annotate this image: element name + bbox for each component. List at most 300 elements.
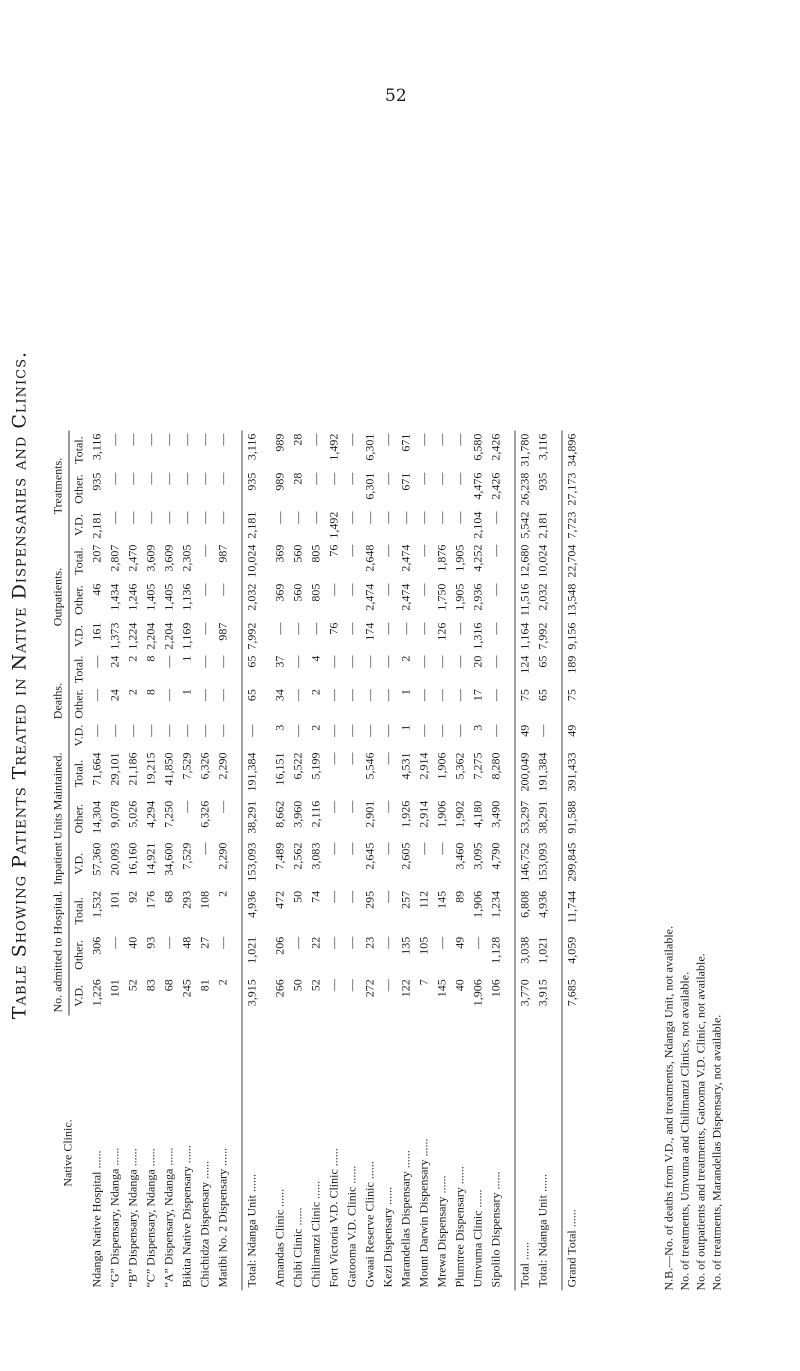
group-header-inpatient: Inpatient Units Maintained. — [49, 750, 70, 888]
table-cell: — — [380, 689, 394, 702]
table-cell: 2,936 — [470, 583, 484, 611]
table-cell: 1 — [179, 689, 193, 696]
table-cell: 24 — [107, 655, 121, 668]
table-cell: — — [344, 472, 358, 485]
table-cell: 1,405 — [161, 583, 175, 611]
clinic-name: Amandas Clinic ...... — [272, 1188, 286, 1288]
table-cell: 4,531 — [398, 752, 412, 780]
table-cell: 11,744 — [562, 888, 581, 934]
table-cell: 987 — [215, 622, 229, 641]
table-cell: 7 — [416, 979, 430, 986]
table-cell: 4,180 — [470, 800, 484, 828]
table-cell: — — [161, 936, 175, 949]
table-cell: — — [197, 433, 211, 446]
table-cell: 935 — [535, 472, 549, 491]
table-cell: 6,326 — [197, 752, 211, 780]
clinic-name: “G” Dispensary, Ndanga ...... — [107, 1147, 121, 1288]
table-cell: 19,215 — [143, 752, 157, 786]
table-cell: 145 — [434, 979, 448, 998]
table-cell: 12,680 — [515, 542, 534, 581]
table-cell: 2 — [125, 655, 139, 662]
table-row — [271, 431, 289, 1291]
table-cell: — — [143, 433, 157, 446]
clinic-name: Total: Ndanga Unit ...... — [535, 1174, 549, 1288]
table-cell: — — [179, 800, 193, 813]
table-cell: — — [179, 724, 193, 737]
table-cell: — — [380, 511, 394, 524]
table-cell: — — [398, 622, 412, 635]
footnote: N.B.—No. of deaths from V.D., and treatments, Ndanga Unit, not available. — [661, 926, 676, 1291]
table-cell: 391,433 — [562, 750, 581, 798]
table-cell: — — [326, 752, 340, 765]
column-header: Other. — [71, 585, 85, 615]
table-cell: 50 — [290, 890, 304, 903]
table-cell: 3,038 — [515, 934, 534, 976]
table-cell: 101 — [107, 979, 121, 998]
table-cell: 27 — [197, 936, 211, 949]
table-cell: — — [215, 724, 229, 737]
table-cell: 2,204 — [143, 622, 157, 650]
table-cell: — — [197, 689, 211, 702]
column-header: Total. — [71, 655, 85, 684]
table-cell: 3,915 — [535, 979, 549, 1007]
table-cell: — — [215, 511, 229, 524]
clinic-name: “C” Dispensary, Ndanga ...... — [143, 1148, 157, 1288]
table-cell: 29,101 — [107, 752, 121, 786]
table-cell: 1,876 — [434, 544, 448, 572]
table-cell: — — [143, 511, 157, 524]
table-cell: 935 — [242, 470, 261, 509]
table-cell: 8 — [143, 689, 157, 696]
table-cell: 9,156 — [562, 620, 581, 653]
table-cell: 89 — [452, 890, 466, 903]
clinic-name: “A” Dispensary, Ndanga ...... — [161, 1147, 175, 1288]
table-cell: 4,790 — [488, 842, 502, 870]
table-cell: — — [434, 936, 448, 949]
table-cell: 6,522 — [290, 752, 304, 780]
table-row — [289, 431, 307, 1291]
table-cell: 2 — [308, 724, 322, 731]
table-cell: 27,173 — [562, 470, 581, 509]
clinic-name: Umvuma Clinic ...... — [470, 1189, 484, 1288]
table-cell: — — [197, 724, 211, 737]
table-cell: — — [125, 511, 139, 524]
table-cell: 1 — [398, 724, 412, 731]
clinic-name: Gwaai Reserve Clinic ...... — [362, 1161, 376, 1288]
table-row — [361, 431, 379, 1291]
grand-total-row — [562, 431, 581, 1291]
column-header: Total. — [71, 547, 85, 575]
table-cell: 2 — [398, 655, 412, 662]
table-cell: 14,921 — [143, 842, 157, 876]
table-cell: 28 — [290, 472, 304, 485]
table-cell: — — [242, 722, 261, 750]
table-cell: — — [179, 472, 193, 485]
table-cell: 126 — [434, 622, 448, 641]
table-cell: — — [89, 655, 103, 668]
table-cell: 153,093 — [242, 840, 261, 888]
table-cell: 306 — [89, 936, 103, 955]
table-cell: 65 — [535, 655, 549, 668]
table-cell: 108 — [197, 890, 211, 909]
column-header: V.D. — [71, 514, 85, 536]
dispensary-table — [49, 431, 581, 1291]
table-body — [88, 431, 581, 1291]
table-cell: 2,807 — [107, 544, 121, 572]
table-cell: 76 — [326, 622, 340, 635]
table-cell: 1,492 — [326, 511, 340, 539]
table-cell: 2,290 — [215, 752, 229, 780]
table-cell: 8,280 — [488, 752, 502, 780]
table-cell: 8,662 — [272, 800, 286, 828]
table-cell: — — [344, 752, 358, 765]
table-cell: 1,128 — [488, 936, 502, 964]
table-cell: 106 — [488, 979, 502, 998]
table-cell: — — [197, 622, 211, 635]
table-cell: — — [125, 433, 139, 446]
table-cell: 5,362 — [452, 752, 466, 780]
table-cell: 6,580 — [470, 433, 484, 461]
table-cell: — — [488, 622, 502, 635]
table-cell: — — [452, 689, 466, 702]
table-cell: — — [416, 724, 430, 737]
column-header: Total. — [71, 436, 85, 464]
table-cell: — — [362, 724, 376, 737]
table-cell: — — [362, 689, 376, 702]
table-cell: — — [344, 655, 358, 668]
table-cell: — — [362, 655, 376, 668]
table-cell: — — [452, 511, 466, 524]
table-cell: — — [344, 724, 358, 737]
table-cell: 14,304 — [89, 800, 103, 834]
table-cell: 3 — [272, 724, 286, 731]
table-cell: — — [416, 433, 430, 446]
table-cell: 38,291 — [242, 798, 261, 840]
table-row — [397, 431, 415, 1291]
table-cell: 71,664 — [89, 752, 103, 786]
table-cell: — — [380, 622, 394, 635]
table-cell: — — [215, 689, 229, 702]
column-header: Total. — [71, 897, 85, 925]
table-cell: 7,275 — [470, 752, 484, 780]
clinic-name: Kezi Dispensary ...... — [380, 1186, 394, 1288]
table-cell: — — [107, 936, 121, 949]
table-cell: 3,083 — [308, 842, 322, 870]
rotated-table-page — [1, 0, 800, 1371]
table-cell: — — [452, 622, 466, 635]
table-row — [178, 431, 196, 1291]
table-cell: — — [89, 689, 103, 702]
table-cell: — — [179, 511, 193, 524]
table-cell: — — [161, 511, 175, 524]
table-cell: 1,136 — [179, 583, 193, 611]
column-header: V.D. — [71, 852, 85, 875]
table-cell: — — [326, 890, 340, 903]
footnote: No. of treatments, Umvuma and Chilimanzi Clinics, not available. — [677, 971, 692, 1291]
table-cell: 4,294 — [143, 800, 157, 828]
table-cell: — — [326, 583, 340, 596]
column-header: V.D. — [71, 984, 85, 1007]
table-cell: 28 — [290, 433, 304, 446]
table-cell: 20 — [470, 655, 484, 668]
table-cell: 805 — [308, 544, 322, 563]
table-cell: 92 — [125, 890, 139, 903]
group-header-deaths: Deaths. — [49, 653, 70, 750]
spacer-row — [232, 431, 243, 1291]
spacer-row — [552, 431, 563, 1291]
table-cell: — — [416, 622, 430, 635]
clinic-name: Sipolilo Dispensary ...... — [488, 1171, 502, 1288]
table-cell: 49 — [515, 722, 534, 750]
table-cell: 1,434 — [107, 583, 121, 611]
table-cell: 5,542 — [515, 509, 534, 542]
table-cell: 2,645 — [362, 842, 376, 870]
table-cell: — — [344, 511, 358, 524]
table-cell: 50 — [290, 979, 304, 992]
table-cell: — — [107, 724, 121, 737]
table-cell: — — [380, 936, 394, 949]
footnote: No. of treatments, Marandellas Dispensary, not available. — [709, 1014, 724, 1291]
clinic-name: Chibi Clinic ...... — [290, 1207, 304, 1288]
table-cell: — — [470, 936, 484, 949]
table-cell: 146,752 — [515, 840, 534, 888]
table-cell: 49 — [562, 722, 581, 750]
clinic-column-header: Native Clinic. — [60, 1119, 75, 1187]
table-cell: 7,685 — [562, 976, 581, 1015]
table-cell: — — [416, 544, 430, 557]
clinic-name: Plumtree Dispensary ...... — [452, 1166, 466, 1288]
table-cell: 1,246 — [125, 583, 139, 611]
table-cell: — — [197, 472, 211, 485]
table-cell: 57,360 — [89, 842, 103, 876]
table-cell: — — [308, 433, 322, 446]
table-cell: — — [197, 842, 211, 855]
clinic-name: Matibi No. 2 Dispensary ...... — [215, 1147, 229, 1288]
clinic-name: Fort Victoria V.D. Clinic ...... — [326, 1148, 340, 1288]
spacer-row — [505, 431, 516, 1291]
table-cell: 2 — [215, 979, 229, 986]
table-cell: 1,164 — [515, 620, 534, 653]
table-cell: — — [161, 655, 175, 668]
table-cell: 2,914 — [416, 800, 430, 828]
table-cell: 369 — [272, 583, 286, 602]
table-cell: — — [344, 890, 358, 903]
table-cell: 1,906 — [434, 800, 448, 828]
table-row — [433, 431, 451, 1291]
clinic-name: Mrewa Dispensary ...... — [434, 1175, 448, 1288]
spacer-row — [261, 431, 271, 1291]
table-row — [415, 431, 433, 1291]
table-cell: — — [290, 724, 304, 737]
clinic-name: Chilimanzi Clinic ...... — [308, 1180, 322, 1288]
table-cell: 3,460 — [452, 842, 466, 870]
table-cell: 161 — [89, 622, 103, 641]
table-cell: 9,078 — [107, 800, 121, 828]
table-cell: — — [434, 655, 448, 668]
table-cell: 49 — [452, 936, 466, 949]
table-row — [160, 431, 178, 1291]
table-cell: — — [143, 472, 157, 485]
table-cell: 3,095 — [470, 842, 484, 870]
table-cell: — — [434, 724, 448, 737]
table-cell: 5,546 — [362, 752, 376, 780]
table-cell: — — [215, 936, 229, 949]
table-cell: 2,426 — [488, 433, 502, 461]
table-cell: 272 — [362, 979, 376, 998]
table-cell: 1,532 — [89, 890, 103, 918]
table-cell: 91,588 — [562, 798, 581, 840]
table-cell: — — [380, 842, 394, 855]
table-cell: — — [215, 583, 229, 596]
table-cell: 26,238 — [515, 470, 534, 509]
table-cell: — — [434, 842, 448, 855]
table-cell: — — [308, 622, 322, 635]
table-cell: — — [143, 724, 157, 737]
table-cell: 2 — [308, 689, 322, 696]
table-cell: — — [326, 472, 340, 485]
table-cell: 65 — [242, 686, 261, 722]
table-cell: 671 — [398, 472, 412, 491]
table-title: Table Showing Patients Treated in Native Dispensaries and Clinics. — [8, 350, 31, 1020]
ndanga-total-row — [242, 431, 261, 1291]
table-cell: — — [434, 433, 448, 446]
table-cell: 3,116 — [242, 431, 261, 470]
table-cell: 52 — [308, 979, 322, 992]
table-cell: 2,426 — [488, 472, 502, 500]
table-cell: 176 — [143, 890, 157, 909]
table-row — [142, 431, 160, 1291]
total-row — [515, 431, 534, 1291]
clinic-name: Mount Darwin Dispensary ...... — [416, 1138, 430, 1288]
table-cell: 23 — [362, 936, 376, 949]
table-cell: — — [416, 655, 430, 668]
table-cell: — — [107, 433, 121, 446]
table-cell: 189 — [562, 653, 581, 687]
table-cell: — — [197, 544, 211, 557]
table-cell: — — [380, 890, 394, 903]
table-cell: 2,032 — [535, 583, 549, 611]
clinic-name: Total: Ndanga Unit ...... — [242, 1016, 261, 1291]
table-cell: — — [308, 511, 322, 524]
table-cell: 81 — [197, 979, 211, 992]
table-cell: 68 — [161, 979, 175, 992]
table-cell: 145 — [434, 890, 448, 909]
table-cell: 2,474 — [398, 544, 412, 572]
table-row — [451, 431, 469, 1291]
table-row — [379, 431, 397, 1291]
page-number: 52 — [385, 86, 407, 106]
table-cell: 1,316 — [470, 622, 484, 650]
table-cell: 1,226 — [89, 979, 103, 1007]
table-cell: 13,548 — [562, 581, 581, 620]
table-cell: 2,104 — [470, 511, 484, 539]
table-cell: — — [488, 511, 502, 524]
table-cell: 191,384 — [535, 752, 549, 792]
table-cell: — — [326, 979, 340, 992]
table-cell: 2,474 — [398, 583, 412, 611]
table-cell: 1,905 — [452, 583, 466, 611]
clinic-name: Total ...... — [515, 1016, 534, 1291]
table-cell: 3,770 — [515, 976, 534, 1015]
clinic-name: Ndanga Native Hospital ...... — [89, 1150, 103, 1288]
table-cell: 2,901 — [362, 800, 376, 828]
clinic-name: Gatooma V.D. Clinic ...... — [344, 1165, 358, 1288]
table-cell: — — [344, 842, 358, 855]
table-cell: 671 — [398, 433, 412, 452]
table-cell: — — [488, 724, 502, 737]
table-cell: 299,845 — [562, 840, 581, 888]
table-row — [469, 431, 487, 1291]
clinic-name: Chichidza Dispensary ...... — [197, 1160, 211, 1288]
table-cell: — — [161, 472, 175, 485]
table-cell: 8 — [143, 655, 157, 662]
table-cell: — — [416, 689, 430, 702]
column-header: Other. — [71, 689, 85, 719]
table-cell: — — [326, 655, 340, 668]
table-cell: 1 — [179, 655, 193, 662]
table-cell: 206 — [272, 936, 286, 955]
table-cell: 3,609 — [161, 544, 175, 572]
table-cell: 4,059 — [562, 934, 581, 976]
table-cell: 153,093 — [535, 842, 549, 882]
column-header: Other. — [71, 940, 85, 970]
column-header: V.D. — [71, 625, 85, 647]
table-cell: — — [380, 583, 394, 596]
table-cell: — — [452, 472, 466, 485]
table-cell: 68 — [161, 890, 175, 903]
column-header: Other. — [71, 474, 85, 504]
table-cell: — — [215, 655, 229, 668]
table-cell: 4,936 — [535, 890, 549, 918]
table-cell: — — [290, 622, 304, 635]
table-cell: 7,529 — [179, 752, 193, 780]
table-cell: 22,704 — [562, 542, 581, 581]
table-cell: 93 — [143, 936, 157, 949]
table-cell: — — [290, 936, 304, 949]
table-cell: 21,186 — [125, 752, 139, 786]
table-cell: — — [344, 544, 358, 557]
table-cell: 40 — [125, 936, 139, 949]
table-cell: — — [416, 472, 430, 485]
table-cell: 3,915 — [242, 976, 261, 1015]
table-row — [343, 431, 361, 1291]
table-cell: — — [326, 800, 340, 813]
table-cell: — — [416, 511, 430, 524]
table-row — [88, 431, 106, 1291]
table-cell: — — [215, 472, 229, 485]
table-cell: — — [380, 979, 394, 992]
table-cell: 245 — [179, 979, 193, 998]
table-cell: — — [380, 800, 394, 813]
table-row — [196, 431, 214, 1291]
table-cell: 16,151 — [272, 752, 286, 786]
table-cell: — — [344, 433, 358, 446]
table-cell: 2,914 — [416, 752, 430, 780]
footnote: No. of outpatients and treatments, Gatooma V.D. Clinic, not available. — [693, 953, 708, 1291]
table-cell: 1,373 — [107, 622, 121, 650]
table-cell: — — [197, 655, 211, 668]
table-cell: — — [344, 622, 358, 635]
table-cell: 2,116 — [308, 800, 322, 828]
table-cell: 1,905 — [452, 544, 466, 572]
table-cell: — — [272, 511, 286, 524]
table-cell: 40 — [452, 979, 466, 992]
table-cell: — — [380, 433, 394, 446]
table-cell: 11,516 — [515, 581, 534, 620]
table-cell: 31,780 — [515, 431, 534, 470]
table-cell: 124 — [515, 653, 534, 687]
table-cell: — — [488, 544, 502, 557]
